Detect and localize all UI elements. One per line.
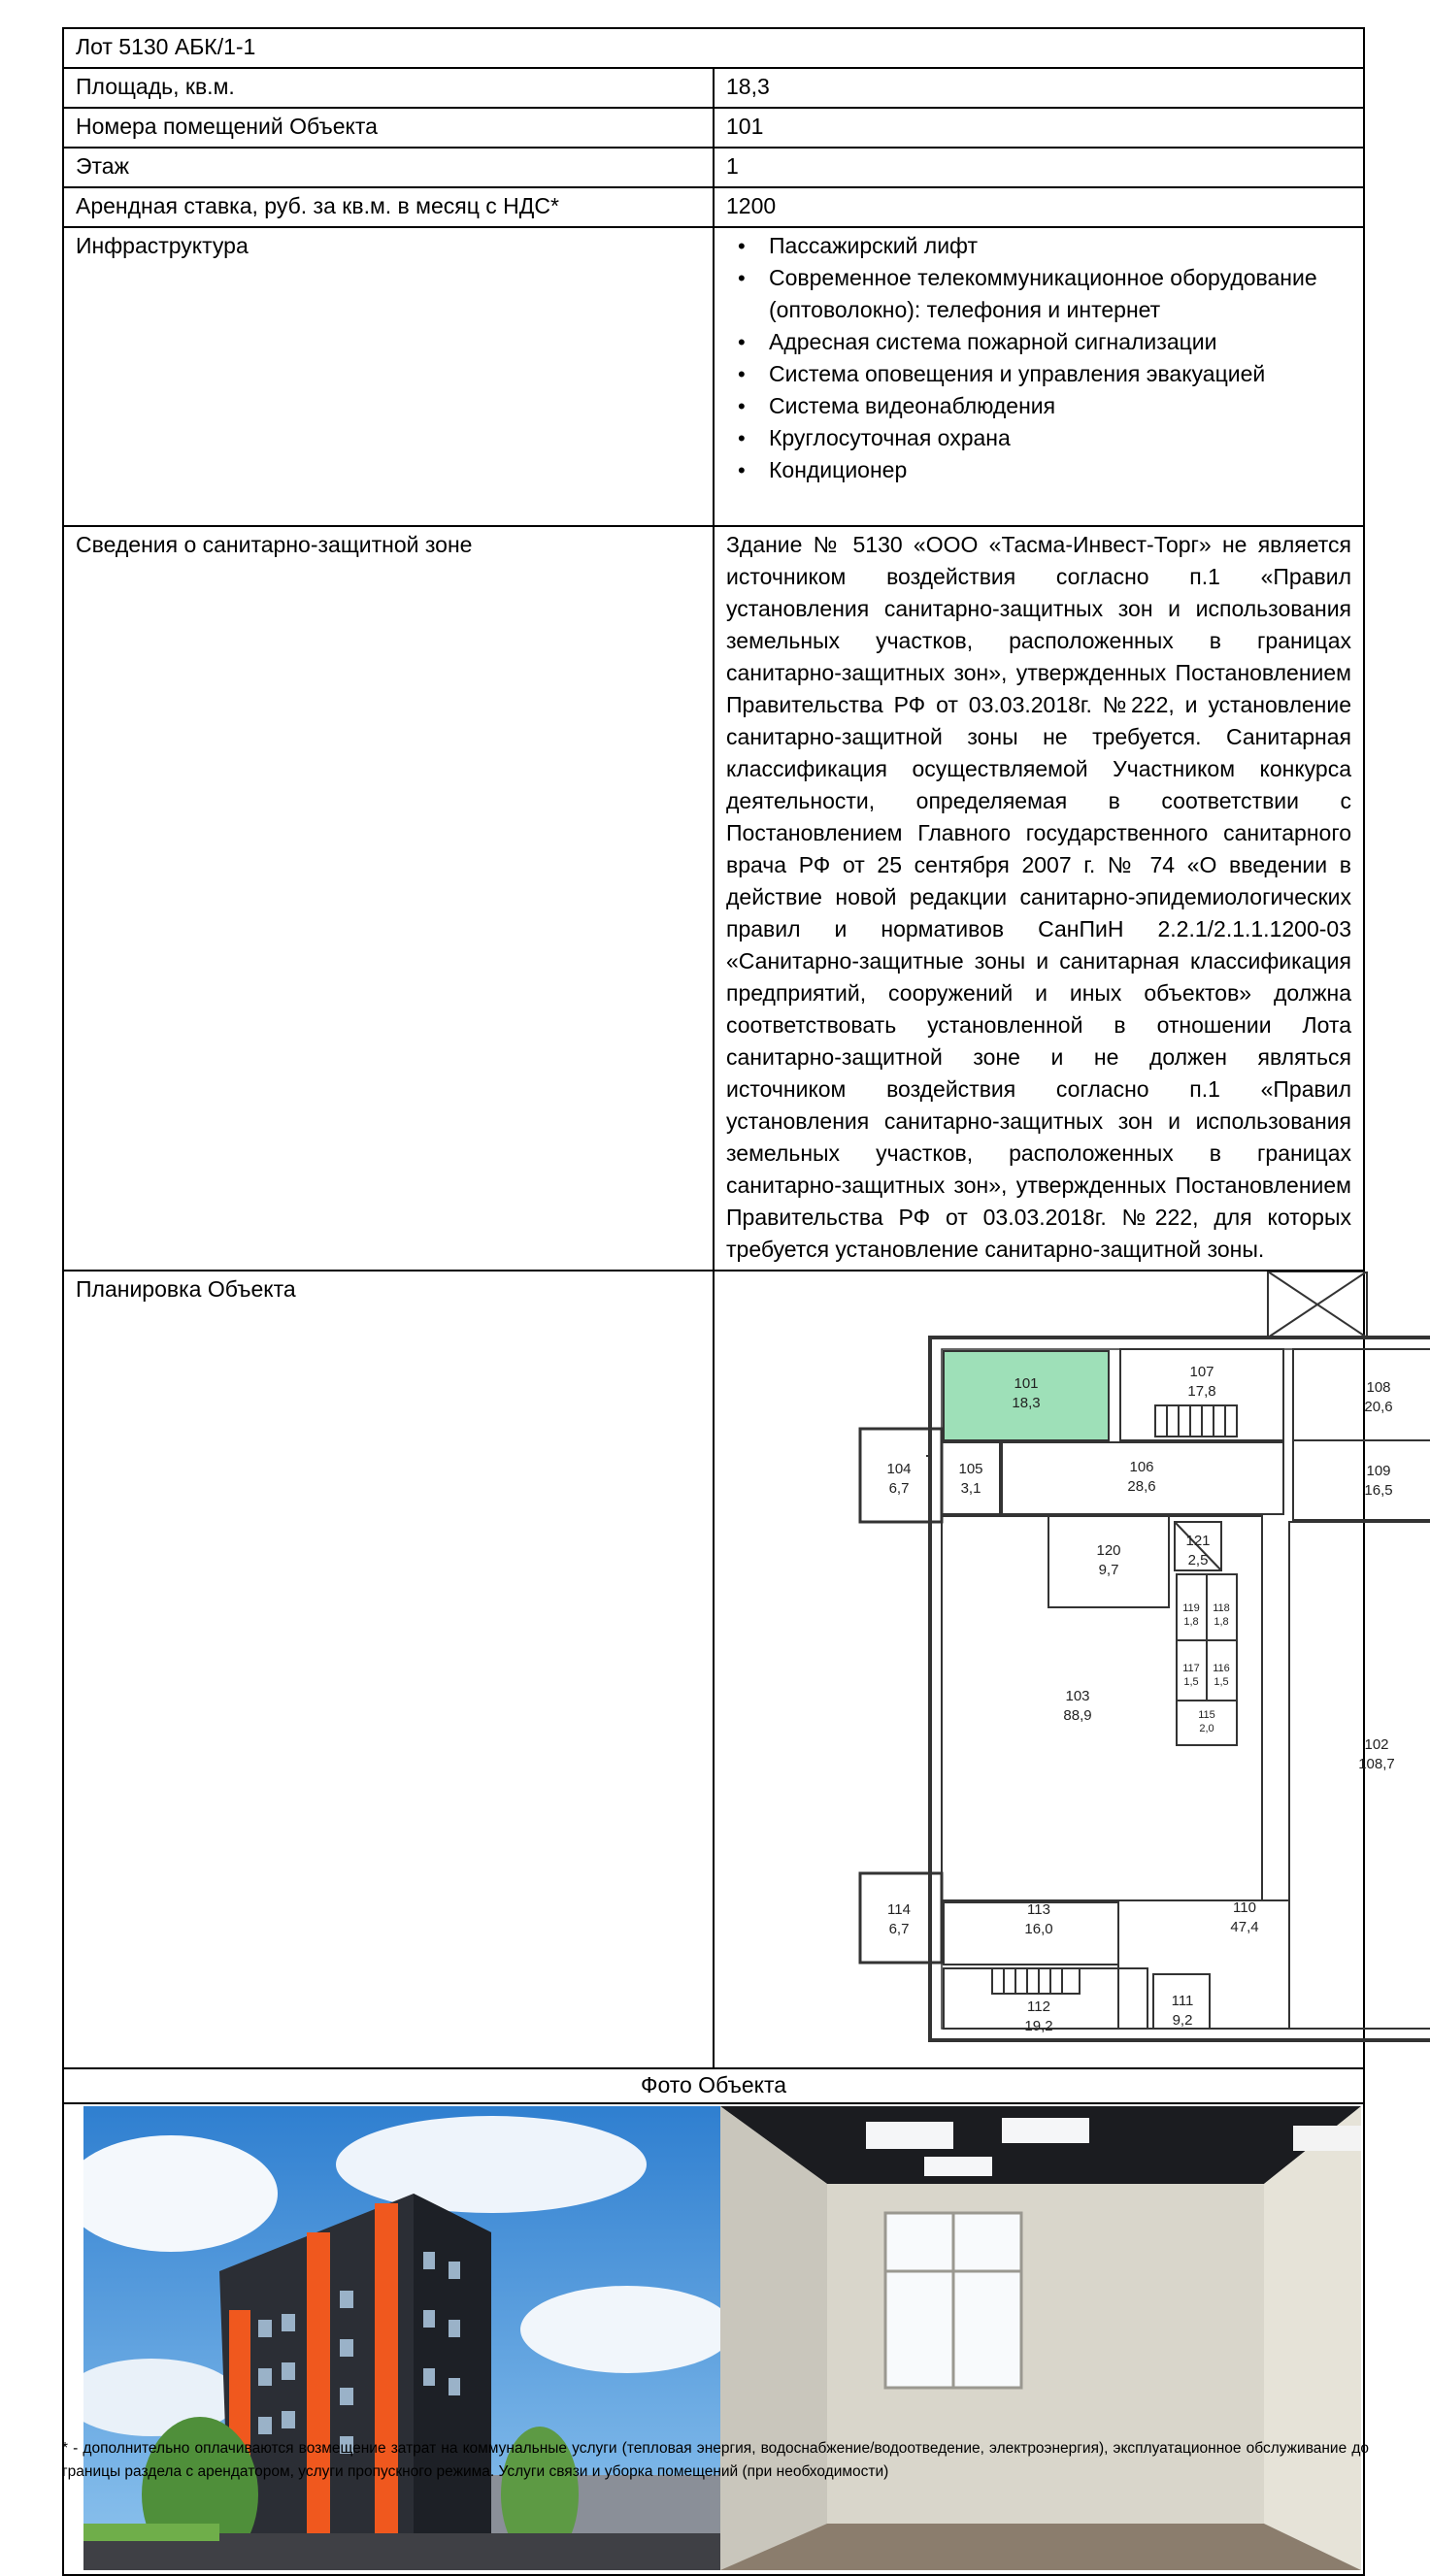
row-value: 1200 — [714, 187, 1364, 227]
list-item: • Круглосуточная охрана — [769, 422, 1351, 454]
photo-title: Фото Объекта — [63, 2068, 1364, 2103]
sanitary-text: Здание № 5130 «ООО «Тасма-Инвест-Торг» не является источником воздействия согласно п.1 «Правил установления санитарно-защитных зон и использования земельных участков, расположенных в границах санитарно-защитных зон», утвержденных Постановлением Правительства РФ от 03.03.2018г. №222, и установление санитарно-защитной зоны не требуется. Санитарная классификация осуществляемой Участником конкурса деятельности, определяемая в соответствии с Постановлением Главного государственного санитарного врача РФ от 25 сентября 2007 г. № 74 «О введении в действие новой редакции санитарно-эпидемиологических правил и нормативов СанПиН 2.2.1/2.1.1.1200-03 «Санитарно-защитные зоны и санитарная классификация предприятий, сооружений и иных объектов» должна соответствовать установленной в отношении Лота санитарно-защитной зоне и не должен являться источником воздействия согласно п.1 «Правил установления санитарно-защитных зон и использования земельных участков, расположенных в границах санитарно-защитных зон», утвержденных Постановлением Правительства РФ от 03.03.2018г. №222, для которых требуется установление санитарно-защитной зоны. — [714, 526, 1364, 1271]
room-labels — [886, 1364, 1394, 2034]
room-num: 108 — [1366, 1379, 1391, 1396]
row-label: Номера помещений Объекта — [63, 108, 714, 148]
room-num: 111 — [1171, 1993, 1194, 2009]
lot-table — [62, 27, 1395, 2576]
room-area: 16,0 — [1024, 1921, 1053, 1937]
row-rooms — [63, 108, 1364, 148]
row-label: Планировка Объекта — [63, 1271, 714, 2068]
room-num: 113 — [1027, 1901, 1050, 1918]
row-photos — [63, 2103, 1364, 2575]
room-num: 109 — [1366, 1463, 1391, 1479]
row-label: Площадь, кв.м. — [63, 68, 714, 108]
row-value: 101 — [714, 108, 1364, 148]
room-101-area: 18,3 — [1012, 1395, 1041, 1411]
row-floor — [63, 148, 1364, 187]
room-area: 16,5 — [1364, 1482, 1393, 1499]
room-num: 120 — [1096, 1542, 1121, 1559]
row-area — [63, 68, 1364, 108]
row-rate — [63, 187, 1364, 227]
room-num: 116 — [1213, 1663, 1230, 1674]
room-num: 110 — [1233, 1899, 1256, 1916]
photo-interior — [720, 2106, 1361, 2570]
list-item: • Пассажирский лифт — [769, 230, 1351, 262]
room-num: 103 — [1065, 1688, 1090, 1704]
floor-plan — [715, 1271, 1430, 2067]
room-area: 9,2 — [1172, 2012, 1193, 2029]
room-area: 88,9 — [1063, 1707, 1092, 1724]
row-plan — [63, 1271, 1364, 2068]
room-area: 1,5 — [1183, 1676, 1199, 1688]
row-label: Этаж — [63, 148, 714, 187]
photo-exterior — [83, 2106, 720, 2570]
room-num: 117 — [1182, 1663, 1200, 1674]
list-item: • Кондиционер — [769, 454, 1351, 486]
room-num: 118 — [1213, 1602, 1230, 1614]
room-area: 1,5 — [1214, 1676, 1229, 1688]
list-item: • Система видеонаблюдения — [769, 390, 1351, 422]
room-area: 9,7 — [1098, 1562, 1119, 1578]
room-num: 119 — [1182, 1602, 1200, 1614]
room-area: 1,8 — [1214, 1616, 1229, 1628]
room-area: 3,1 — [960, 1480, 981, 1497]
list-item: • Адресная система пожарной сигнализации — [769, 326, 1351, 358]
row-label: Арендная ставка, руб. за кв.м. в месяц с НДС* — [63, 187, 714, 227]
row-photo-title — [63, 2068, 1364, 2103]
footnote: * - дополнительно оплачиваются возмещение затрат на коммунальные услуги (тепловая энергия, водоснабжение/водоотведение, электроэнергия), эксплуатационное обслуживание до границы раздела с арендатором, услуги пропускного режима. Услуги связи и уборка помещений (при необходимости) — [62, 2440, 1369, 2480]
room-num: 115 — [1198, 1709, 1215, 1721]
room-num: 112 — [1027, 1998, 1050, 2015]
room-num: 107 — [1189, 1364, 1214, 1380]
row-sanitary — [63, 526, 1364, 1271]
lot-sheet — [62, 27, 1395, 2576]
room-num: 121 — [1185, 1533, 1211, 1549]
room-area: 2,0 — [1199, 1723, 1214, 1734]
room-area: 108,7 — [1358, 1756, 1395, 1772]
row-label: Инфраструктура — [63, 227, 714, 526]
row-label: Сведения о санитарно-защитной зоне — [63, 526, 714, 1271]
room-num: 106 — [1129, 1459, 1154, 1475]
infrastructure-list — [726, 230, 1351, 486]
infrastructure-cell — [714, 227, 1364, 526]
room-area: 2,5 — [1187, 1552, 1209, 1569]
room-area: 17,8 — [1187, 1383, 1216, 1400]
room-area: 6,7 — [888, 1921, 910, 1937]
room-num: 104 — [886, 1461, 912, 1477]
room-area: 19,2 — [1024, 2018, 1053, 2034]
list-item: • Система оповещения и управления эвакуацией — [769, 358, 1351, 390]
room-area: 20,6 — [1364, 1399, 1393, 1415]
lot-title: Лот 5130 АБК/1-1 — [63, 28, 1364, 68]
room-area: 28,6 — [1127, 1478, 1156, 1495]
list-item: • Современное телекоммуникационное оборудование (оптоволокно): телефония и интернет — [769, 262, 1351, 326]
floor-plan-cell — [714, 1271, 1395, 2068]
row-value: 18,3 — [714, 68, 1364, 108]
row-infrastructure — [63, 227, 1364, 526]
room-num: 114 — [887, 1901, 911, 1918]
room-num: 105 — [958, 1461, 983, 1477]
room-101-num: 101 — [1014, 1375, 1039, 1392]
photos-cell — [63, 2103, 1364, 2575]
room-area: 1,8 — [1183, 1616, 1199, 1628]
room-num: 102 — [1364, 1736, 1389, 1753]
row-value: 1 — [714, 148, 1364, 187]
room-area: 6,7 — [888, 1480, 910, 1497]
room-area: 47,4 — [1230, 1919, 1259, 1935]
